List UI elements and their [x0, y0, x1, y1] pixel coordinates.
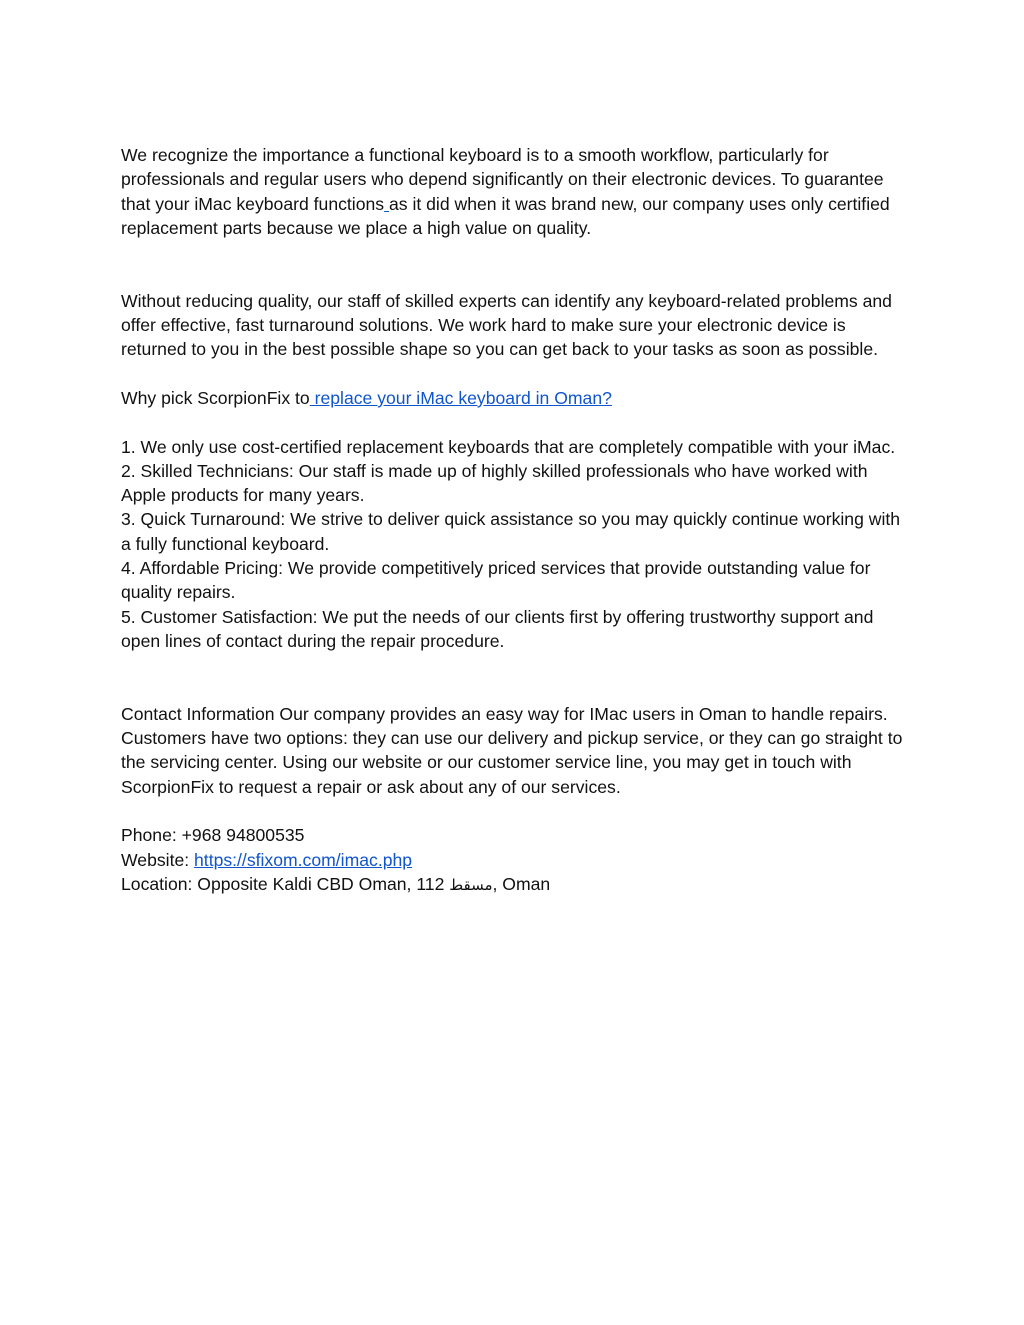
spacer [121, 362, 911, 386]
quality-paragraph: Without reducing quality, our staff of skilled experts can identify any keyboard-related problems and offer effective, fast turnaround solutions. We work hard to make sure your electronic device is returned to you in the best possible shape so you can get back to your tasks as soon as possible. [121, 290, 892, 360]
website-link[interactable]: https://sfixom.com/imac.php [194, 849, 413, 870]
reasons-list [121, 435, 911, 654]
spacer [121, 240, 911, 289]
spacer [121, 799, 911, 823]
spacer [121, 653, 911, 702]
location-arabic-city: مسقط [449, 875, 493, 894]
website-label: Website: [121, 849, 195, 870]
list-item: 2. Skilled Technicians: Our staff is made up of highly skilled professionals who have worked with Apple products for many years. [121, 460, 868, 506]
replace-keyboard-link[interactable]: replace your iMac keyboard in Oman? [309, 387, 612, 408]
why-prefix: Why pick ScorpionFix to [121, 387, 310, 408]
spacer [121, 410, 911, 434]
list-item: 4. Affordable Pricing: We provide competitively priced services that provide outstanding value for quality repairs. [121, 558, 871, 603]
phone-line: Phone: +968 94800535 [121, 825, 305, 846]
website-line [121, 848, 911, 872]
list-item: 1. We only use cost-certified replacement keyboards that are completely compatible with your iMac. [121, 436, 896, 457]
location-prefix: Location: Opposite Kaldi CBD Oman, 112 [121, 873, 450, 894]
intro-text-part1: We recognize the importance a functional keyboard is to a smooth workflow, particularly for professionals and regular users who depend significantly on their electronic devices. To guarantee that your iMac keyboard functions [121, 145, 884, 214]
why-heading [121, 386, 911, 410]
location-suffix: , Oman [492, 873, 551, 894]
location-line [121, 872, 911, 897]
intro-text-part2: as it did when it was brand new, our company uses only certified replacement parts because we place a high value on quality. [121, 193, 890, 238]
contact-paragraph: Contact Information Our company provides an easy way for IMac users in Oman to handle repairs. Customers have two options: they can use our delivery and pickup service, or they can go straight to the servicing center. Using our website or our customer service line, you may get in touch with ScorpionFix to request a repair or ask about any of our services. [121, 703, 903, 797]
document-page [121, 143, 911, 897]
list-item: 5. Customer Satisfaction: We put the needs of our clients first by offering trustworthy support and open lines of contact during the repair procedure. [121, 606, 874, 651]
intro-paragraph [121, 143, 911, 240]
list-item: 3. Quick Turnaround: We strive to deliver quick assistance so you may quickly continue working with a fully functional keyboard. [121, 509, 901, 554]
